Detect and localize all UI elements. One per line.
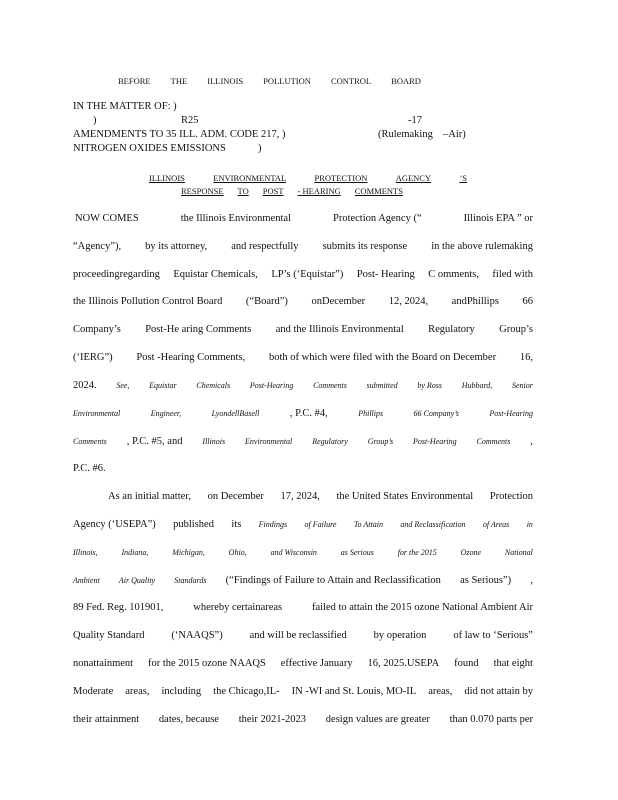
body-segment: Company’s xyxy=(73,324,121,335)
header-word: POLLUTION xyxy=(263,76,311,86)
body-segment: , P.C. #5, and xyxy=(126,436,183,447)
body-segment: for the 2015 ozone NAAQS xyxy=(148,658,266,669)
caption-rule-number: R25 xyxy=(181,115,199,126)
body-line xyxy=(73,436,533,448)
body-segment: both of which were filed with the Board on December xyxy=(268,352,497,363)
board-header xyxy=(118,76,421,86)
body-segment: P.C. #6. xyxy=(73,463,106,474)
body-italic-segment: National xyxy=(504,548,533,557)
body-segment: by its attorney, xyxy=(145,241,208,252)
body-italic-segment: Phillips xyxy=(358,409,384,418)
body-italic-segment: Senior xyxy=(511,381,533,390)
body-italic-segment: Group’s xyxy=(367,437,394,446)
body-segment: the Illinois Environmental xyxy=(180,213,291,224)
body-line xyxy=(73,241,533,253)
body-segment: , P.C. #4, xyxy=(289,408,328,419)
body-segment: including xyxy=(161,686,202,697)
header-word: BEFORE xyxy=(118,76,151,86)
body-italic-segment: Comments xyxy=(313,381,347,390)
body-line xyxy=(73,519,533,531)
title-word: POST xyxy=(262,186,284,196)
body-italic-segment: for the 2015 xyxy=(397,548,437,557)
body-italic-segment: and Wisconsin xyxy=(270,548,317,557)
body-segment: Agency (‘USEPA”) xyxy=(73,519,156,530)
body-italic-segment: Environmental xyxy=(245,437,293,446)
body-italic-segment: Environmental xyxy=(73,409,121,418)
body-segment: (‘IERG”) xyxy=(73,352,113,363)
body-segment: Equistar Chemicals, xyxy=(173,269,258,280)
body-segment: 16, 2025.USEPA xyxy=(367,658,440,669)
body-italic-segment: Equistar xyxy=(149,381,177,390)
body-segment: the Illinois Pollution Control Board xyxy=(73,296,223,307)
body-line xyxy=(108,491,533,503)
body-segment: that eight xyxy=(493,658,533,669)
body-italic-segment: submitted xyxy=(366,381,398,390)
body-segment: Protection Agency (“ xyxy=(332,213,422,224)
body-segment: effective January xyxy=(280,658,353,669)
body-segment: in the above rulemaking xyxy=(431,241,533,252)
body-italic-segment: of Areas xyxy=(482,520,510,529)
body-segment: Protection xyxy=(489,491,533,502)
body-italic-segment: 66 Company’s xyxy=(413,409,459,418)
caption-rule-suffix: -17 xyxy=(408,115,422,126)
caption-paren: ) xyxy=(93,115,97,126)
body-segment: submits its response xyxy=(322,241,408,252)
body-italic-segment: and Reclassification xyxy=(400,520,466,529)
body-segment: 66 xyxy=(522,296,533,307)
body-italic-segment: Regulatory xyxy=(312,437,348,446)
body-segment: Regulatory xyxy=(428,324,475,335)
body-italic-segment: Post-Hearing xyxy=(249,381,294,390)
body-italic-segment: Illinois xyxy=(202,437,226,446)
caption-rulemaking: (Rulemaking xyxy=(378,129,433,140)
caption-nox-line: NITROGEN OXIDES EMISSIONS xyxy=(73,143,226,154)
body-line xyxy=(73,352,533,364)
body-italic-segment: Post-Hearing xyxy=(413,437,457,446)
body-segment: and respectfully xyxy=(231,241,299,252)
title-word: TO xyxy=(237,186,249,196)
body-line xyxy=(75,213,533,225)
body-line xyxy=(73,547,533,559)
document-title-line-2 xyxy=(181,186,403,196)
body-line xyxy=(73,324,533,336)
body-segment: (‘NAAQS”) xyxy=(171,630,223,641)
body-segment: 12, 2024, xyxy=(388,296,429,307)
body-italic-segment: LyondellBasell xyxy=(211,409,260,418)
body-italic-segment: Standards xyxy=(174,576,207,585)
body-segment: As an initial matter, xyxy=(108,491,191,502)
body-segment: did not attain by xyxy=(464,686,533,697)
body-segment: and will be reclassified xyxy=(249,630,347,641)
body-line xyxy=(73,269,533,281)
body-italic-segment: Findings xyxy=(258,520,288,529)
body-segment: , xyxy=(530,436,533,447)
body-segment: 2024. xyxy=(73,380,97,391)
body-segment: Post-He aring Comments xyxy=(145,324,252,335)
body-italic-segment: Comments xyxy=(73,437,107,446)
body-segment: andPhillips xyxy=(451,296,499,307)
header-word: BOARD xyxy=(391,76,421,86)
caption-amendments-line: AMENDMENTS TO 35 ILL. ADM. CODE 217, ) xyxy=(73,129,286,140)
body-segment: on December xyxy=(207,491,264,502)
body-segment: its xyxy=(231,519,242,530)
header-word: CONTROL xyxy=(330,76,372,86)
caption-nox-paren: ) xyxy=(258,143,262,154)
body-italic-segment: Hubbard, xyxy=(461,381,493,390)
body-italic-segment: Indiana, xyxy=(121,548,149,557)
body-italic-segment: To Attain xyxy=(353,520,383,529)
body-segment: dates, because xyxy=(158,714,219,725)
body-line xyxy=(73,463,533,475)
title-word: ILLINOIS xyxy=(149,173,185,183)
body-italic-segment: Ambient xyxy=(73,576,100,585)
body-segment: LP’s (‘Equistar”) xyxy=(271,269,344,280)
body-line xyxy=(73,630,533,642)
body-italic-segment: Air Quality xyxy=(118,576,156,585)
body-italic-segment: Ohio, xyxy=(228,548,247,557)
title-word: AGENCY xyxy=(395,173,432,183)
body-segment: Group’s xyxy=(499,324,533,335)
body-line xyxy=(73,714,533,726)
caption-matter-line: IN THE MATTER OF: ) xyxy=(73,101,177,112)
title-word: - HEARING xyxy=(297,186,341,196)
body-italic-segment: Ozone xyxy=(460,548,482,557)
title-word: RESPONSE xyxy=(181,186,224,196)
body-segment: their attainment xyxy=(73,714,140,725)
document-title-line-1 xyxy=(149,173,467,183)
body-segment: the United States Environmental xyxy=(336,491,474,502)
body-segment: Quality Standard xyxy=(73,630,145,641)
body-line xyxy=(73,296,533,308)
body-segment: Post -Hearing Comments, xyxy=(136,352,246,363)
body-segment: areas, xyxy=(428,686,453,697)
title-word: ENVIRONMENTAL xyxy=(213,173,287,183)
header-word: ILLINOIS xyxy=(207,76,244,86)
body-segment: failed to attain the 2015 ozone National Ambient Air xyxy=(311,602,533,613)
body-segment: onDecember xyxy=(311,296,366,307)
body-segment: C omments, xyxy=(428,269,479,280)
body-segment: “Agency”), xyxy=(73,241,122,252)
body-segment: Post- Hearing xyxy=(356,269,415,280)
title-word: PROTECTION xyxy=(314,173,368,183)
title-word: ’S xyxy=(459,173,467,183)
body-italic-segment: Chemicals xyxy=(196,381,231,390)
body-segment: 89 Fed. Reg. 101901, xyxy=(73,602,164,613)
caption-air: –Air) xyxy=(443,129,466,140)
body-segment: NOW COMES xyxy=(75,213,139,224)
body-segment: 16, xyxy=(519,352,533,363)
body-line xyxy=(73,380,533,392)
body-segment: of law to ‘Serious” xyxy=(453,630,533,641)
body-segment: filed with xyxy=(492,269,533,280)
body-segment: nonattainment xyxy=(73,658,134,669)
body-segment: Moderate xyxy=(73,686,114,697)
body-line xyxy=(73,575,533,587)
body-segment: (“Board”) xyxy=(245,296,288,307)
body-italic-segment: as Serious xyxy=(340,548,374,557)
body-segment: the Chicago,IL- xyxy=(213,686,280,697)
body-segment: found xyxy=(454,658,479,669)
body-segment: than 0.070 parts per xyxy=(449,714,533,725)
body-line xyxy=(73,408,533,420)
body-segment: their 2021-2023 xyxy=(238,714,307,725)
body-segment: proceedingregarding xyxy=(73,269,160,280)
body-segment: (“Findings of Failure to Attain and Reclassification xyxy=(225,575,441,586)
body-italic-segment: See, xyxy=(116,381,130,390)
body-line xyxy=(73,686,533,698)
body-segment: IN -WI and St. Louis, MO-IL xyxy=(291,686,417,697)
body-segment: and the Illinois Environmental xyxy=(275,324,404,335)
body-italic-segment: of Failure xyxy=(304,520,337,529)
body-segment: , xyxy=(530,575,533,586)
body-italic-segment: by Ross xyxy=(417,381,443,390)
body-segment: published xyxy=(173,519,214,530)
body-italic-segment: Engineer, xyxy=(150,409,182,418)
body-italic-segment: in xyxy=(526,520,533,529)
body-segment: as Serious”) xyxy=(460,575,512,586)
body-italic-segment: Illinois, xyxy=(73,548,98,557)
body-segment: Illinois EPA ” or xyxy=(463,213,533,224)
body-segment: by operation xyxy=(373,630,427,641)
body-italic-segment: Comments xyxy=(476,437,511,446)
body-segment: whereby certainareas xyxy=(193,602,283,613)
body-segment: 17, 2024, xyxy=(280,491,320,502)
header-word: THE xyxy=(170,76,188,86)
title-word: COMMENTS xyxy=(354,186,403,196)
body-line xyxy=(73,658,533,670)
body-italic-segment: Post-Hearing xyxy=(489,409,533,418)
body-segment: areas, xyxy=(125,686,150,697)
body-line xyxy=(73,602,533,614)
body-segment: design values are greater xyxy=(325,714,430,725)
body-italic-segment: Michigan, xyxy=(172,548,205,557)
